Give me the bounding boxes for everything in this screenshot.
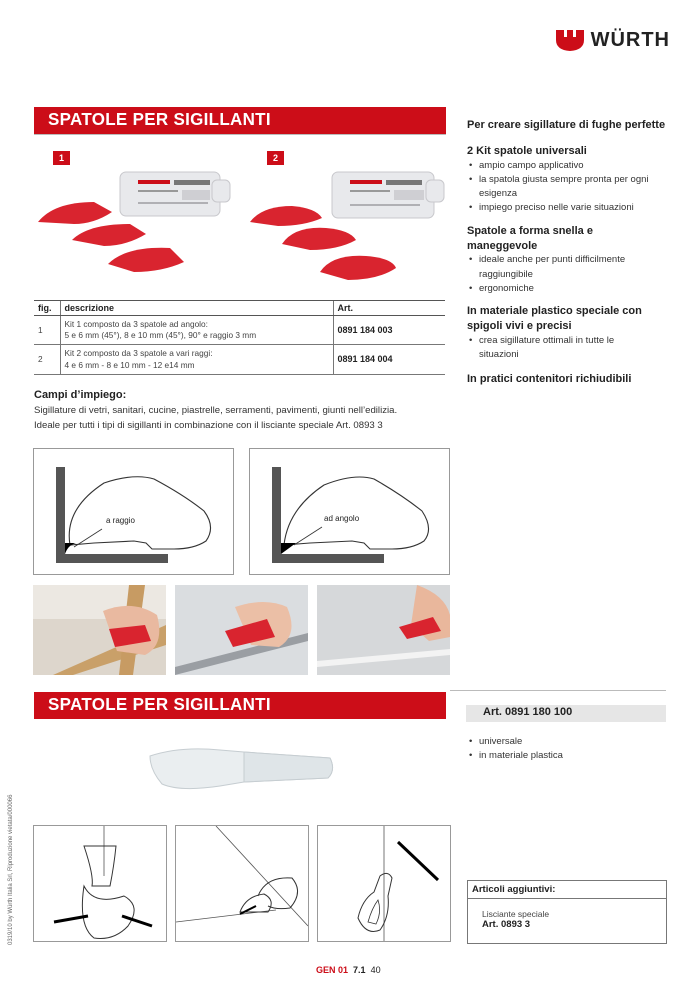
row-fig: 2 xyxy=(34,345,60,374)
usage-drawing-2 xyxy=(175,825,309,942)
usage-photo-2 xyxy=(175,585,308,675)
table-header-row xyxy=(34,301,445,316)
list-item: • in materiale plastica xyxy=(467,749,563,763)
feature-heading: In pratici contenitori richiudibili xyxy=(467,373,632,386)
row-description xyxy=(60,345,333,374)
column-header-descrizione: descrizione xyxy=(60,301,333,316)
article-code-bar: Art. 0891 180 100 xyxy=(466,705,666,722)
list-item: • ideale anche per punti difficilmente raggiungibile xyxy=(467,253,677,282)
section-title-bar-1 xyxy=(34,107,446,134)
usage-drawing-1 xyxy=(33,825,167,942)
diagram-a-raggio xyxy=(33,448,234,575)
row-article-code: 0891 184 003 xyxy=(333,316,445,345)
feature-heading: In materiale plastico speciale con spigoli vivi e precisi xyxy=(467,305,642,332)
row-article-code: 0891 184 004 xyxy=(333,345,445,374)
row-fig: 1 xyxy=(34,316,60,345)
fig-badge-1: 1 xyxy=(53,151,70,165)
column-header-art: Art. xyxy=(333,301,445,316)
articoli-aggiuntivi-code: Art. 0893 3 xyxy=(482,919,531,930)
feature-heading: Per creare sigillature di fughe perfette xyxy=(467,119,666,131)
article-table xyxy=(34,300,445,375)
wurth-logo-text: WÜRTH xyxy=(590,28,670,51)
wurth-logo[interactable] xyxy=(555,28,670,52)
feature-heading: 2 Kit spatole universali xyxy=(467,144,587,157)
table-row xyxy=(34,316,445,345)
usage-photo-1 xyxy=(33,585,166,675)
kit-case xyxy=(332,172,444,218)
row-description xyxy=(60,316,333,345)
articoli-aggiuntivi-title: Articoli aggiuntivi: xyxy=(468,881,666,899)
features-column xyxy=(467,118,677,387)
usage-drawing-3 xyxy=(317,825,451,942)
wurth-logo-icon xyxy=(555,28,585,52)
list-item: • impiego preciso nelle varie situazioni xyxy=(467,201,677,215)
campi-impiego-line: Ideale per tutti i tipi di sigillanti in combinazione con il lisciante speciale Art. 0893 3 xyxy=(34,419,383,431)
product-kit-2-image xyxy=(248,168,448,288)
table-row xyxy=(34,345,445,374)
column-header-fig: fig. xyxy=(34,301,60,316)
row-description-line: 4 e 6 mm - 8 e 10 mm - 12 e14 mm xyxy=(64,359,195,370)
side-copyright-note: 0319/10 by Würth Italia Srl, Riproduzione vietata/000066 xyxy=(8,794,14,945)
row-description-line: Kit 1 composto da 3 spatole ad angolo: xyxy=(64,319,208,329)
page-footer xyxy=(316,965,381,975)
list-item: • la spatola giusta sempre pronta per ogni esigenza xyxy=(467,173,677,202)
diagram-ad-angolo-drawing xyxy=(250,449,449,574)
diagram-ad-angolo xyxy=(249,448,450,575)
page-number: 40 xyxy=(370,965,381,975)
diagram-label: a raggio xyxy=(106,516,135,525)
list-item: • universale xyxy=(467,735,563,749)
diagram-label: ad angolo xyxy=(324,514,360,523)
campi-impiego-text xyxy=(34,404,454,434)
fig-badge-2: 2 xyxy=(267,151,284,165)
diagram-a-raggio-drawing xyxy=(34,449,233,574)
spatula-product-image xyxy=(140,740,340,800)
section-title-1: SPATOLE PER SIGILLANTI xyxy=(48,109,271,130)
list-item: • crea sigillature ottimali in tutte le situazioni xyxy=(467,334,642,363)
list-item: • ampio campo applicativo xyxy=(467,159,677,173)
header-divider xyxy=(34,134,446,135)
product-kit-1-image xyxy=(34,168,234,280)
section-2-divider xyxy=(450,690,666,691)
feature-list xyxy=(467,334,677,363)
campi-impiego-line: Sigillature di vetri, sanitari, cucine, piastrelle, serramenti, pavimenti, giunti nell’edilizia. xyxy=(34,405,398,416)
list-item: • ergonomiche xyxy=(467,282,677,296)
feature-list xyxy=(467,253,677,296)
section-title-2: SPATOLE PER SIGILLANTI xyxy=(48,694,271,715)
campi-impiego-title: Campi d’impiego: xyxy=(34,389,127,401)
kit-case xyxy=(120,172,230,216)
articoli-aggiuntivi-label: Lisciante speciale xyxy=(482,909,550,919)
row-description-line: Kit 2 composto da 3 spatole a vari raggi: xyxy=(64,348,213,359)
feature-heading: Spatole a forma snella e maneggevole xyxy=(467,224,593,252)
articoli-aggiuntivi-box xyxy=(467,880,667,944)
feature-list xyxy=(467,159,677,216)
row-description-line: 5 e 6 mm (45°), 8 e 10 mm (45°), 90° e raggio 3 mm xyxy=(64,330,257,341)
feature-list-2 xyxy=(467,735,563,764)
section-title-bar-2 xyxy=(34,692,446,719)
footer-chapter: 7.1 xyxy=(353,965,366,975)
usage-photo-3 xyxy=(317,585,450,675)
footer-section: GEN 01 xyxy=(316,965,349,975)
